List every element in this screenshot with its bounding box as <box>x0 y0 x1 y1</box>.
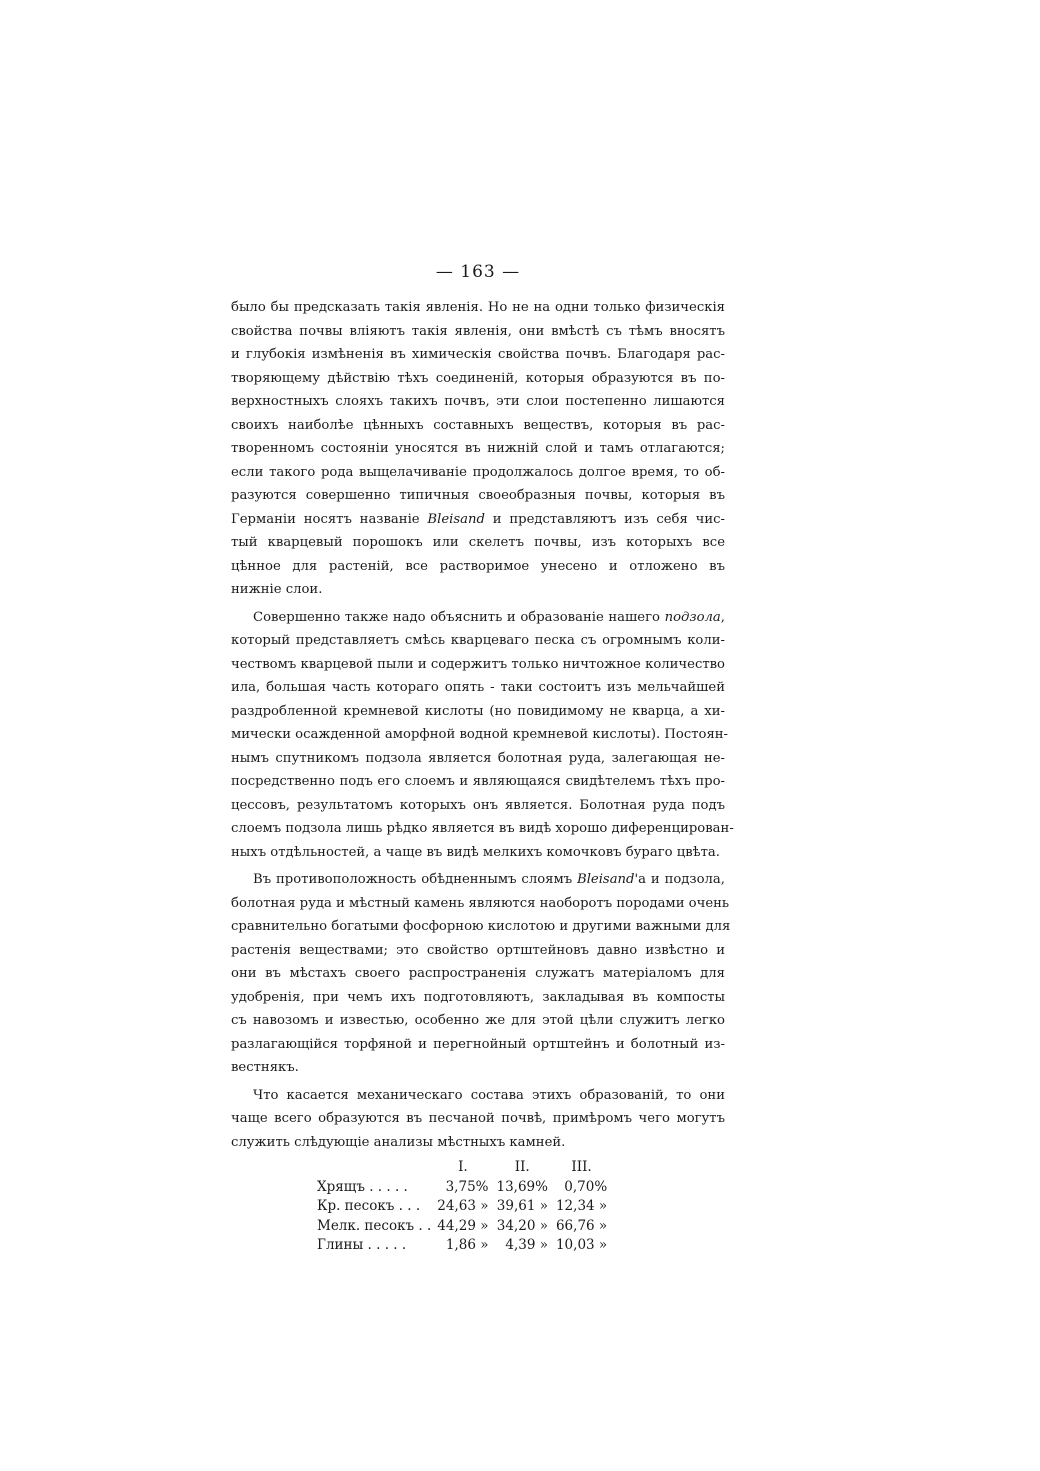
table-cell: 44,29 » <box>437 1217 489 1234</box>
text-line: тый кварцевый порошокъ или скелетъ почвы, изъ которыхъ все <box>231 535 725 550</box>
paragraph-3 <box>231 868 731 1080</box>
text-line: и глубокія измѣненія въ химическія свойства почвъ. Благодаря рас- <box>231 347 725 362</box>
italic-term: Bleisand <box>577 872 635 887</box>
paragraph-1 <box>231 296 725 602</box>
page-number: — 163 — <box>435 262 521 282</box>
page-content <box>231 262 734 1256</box>
text-line: нымъ спутникомъ подзола является болотная руда, залегающая не- <box>231 750 725 766</box>
text-line: съ навозомъ и известью, особенно же для этой цѣли служитъ легко <box>231 1013 725 1028</box>
table-row <box>313 1236 611 1256</box>
italic-term: подзола <box>664 609 721 625</box>
paragraph-4 <box>231 1084 725 1155</box>
italic-term: Bleisand <box>427 511 485 527</box>
text-line: растенія веществами; это свойство ортштейновъ давно извѣстно и <box>231 942 725 958</box>
text-line: было бы предсказать такія явленія. Но не на одни только физическія <box>231 300 725 315</box>
text-line: верхностныхъ слояхъ такихъ почвъ, эти слои постепенно лишаются <box>231 394 725 409</box>
text-line: Что касается механическаго состава этихъ образованій, то они <box>253 1087 725 1103</box>
text-line: разлагающійся торфяной и перегнойный ортштейнъ и болотный из- <box>231 1036 725 1052</box>
text-line: который представляетъ смѣсь кварцеваго песка съ огромнымъ коли- <box>231 633 725 648</box>
text-line: своихъ наиболѣе цѣнныхъ составныхъ веществъ, которыя въ рас- <box>231 417 725 433</box>
row-label: Глины . . . . . <box>317 1237 407 1253</box>
text-line: нижніе слои. <box>231 582 323 597</box>
text-line: Совершенно также надо объяснить и образованіе нашего подзола, <box>253 609 725 625</box>
text-line: раздробленной кремневой кислоты (но повидимому не кварца, а хи- <box>231 703 725 719</box>
column-header: I. <box>458 1159 468 1175</box>
text-line: сравнительно богатыми фосфорною кислотою и другими важными для <box>231 919 731 934</box>
table-cell: 39,61 » <box>496 1198 548 1214</box>
table-cell: 3,75% <box>445 1178 489 1195</box>
text-line: цѣнное для растеній, все растворимое унесено и отложено въ <box>231 558 725 574</box>
text-line: цессовъ, результатомъ которыхъ онъ является. Болотная руда подъ <box>231 797 725 813</box>
text-line: если такого рода выщелачиваніе продолжалось долгое время, то об- <box>231 464 725 480</box>
text-line: свойства почвы вліяютъ такія явленія, они вмѣстѣ съ тѣмъ вносятъ <box>231 323 725 339</box>
text-line: болотная руда и мѣстный камень являются наоборотъ породами очень <box>231 895 730 911</box>
text-line: посредственно подъ его слоемъ и являющаяся свидѣтелемъ тѣхъ про- <box>231 774 725 789</box>
analysis-table <box>313 1158 611 1256</box>
table-row <box>313 1217 611 1237</box>
text-line: чаще всего образуются въ песчаной почвѣ, примѣромъ чего могутъ <box>231 1111 725 1126</box>
table-row <box>313 1178 611 1198</box>
table-header-row <box>313 1158 611 1178</box>
text-line: ныхъ отдѣльностей, а чаще въ видѣ мелкихъ комочковъ бураго цвѣта. <box>231 844 720 860</box>
table-cell: 4,39 » <box>505 1237 548 1253</box>
text-line: Германіи носятъ названіе Bleisand и представляютъ изъ себя чис- <box>231 511 725 527</box>
text-line: слоемъ подзола лишь рѣдко является въ видѣ хорошо диференцирован- <box>231 821 734 836</box>
text-line: они въ мѣстахъ своего распространенія служатъ матеріаломъ для <box>231 966 725 981</box>
column-header: III. <box>571 1159 592 1175</box>
table-cell: 12,34 » <box>555 1198 608 1214</box>
table-cell: 1,86 » <box>445 1237 489 1253</box>
column-header: II. <box>514 1159 530 1175</box>
paragraph-2 <box>231 606 734 865</box>
table-corner <box>313 1158 433 1178</box>
table-cell: 0,70% <box>564 1178 608 1195</box>
row-label: Хрящъ . . . . . <box>317 1178 408 1195</box>
text-line: мически осажденной аморфной водной кремневой кислоты). Постоян- <box>231 727 729 742</box>
table-cell: 10,03 » <box>555 1237 608 1253</box>
text-line: служить слѣдующіе анализы мѣстныхъ камней. <box>231 1134 566 1150</box>
table-row <box>313 1197 611 1217</box>
table-cell: 66,76 » <box>555 1217 608 1234</box>
text-line: удобренія, при чемъ ихъ подготовляютъ, закладывая въ компосты <box>231 989 725 1005</box>
text-line: чествомъ кварцевой пыли и содержитъ только ничтожное количество <box>231 656 725 672</box>
table-cell: 13,69% <box>496 1178 548 1195</box>
row-label: Кр. песокъ . . . <box>317 1198 421 1214</box>
table-cell: 34,20 » <box>496 1217 548 1234</box>
text-line: вестнякъ. <box>231 1060 299 1075</box>
text-line: ила, большая часть котораго опять - таки состоитъ изъ мельчайшей <box>231 680 725 695</box>
row-label: Мелк. песокъ . . <box>317 1217 432 1234</box>
text-line: Въ противоположность обѣдненнымъ слоямъ Bleisand'a и подзола, <box>253 872 725 887</box>
text-line: творяющему дѣйствію тѣхъ соединеній, которыя образуются въ по- <box>231 370 725 386</box>
table-cell: 24,63 » <box>437 1198 489 1214</box>
text-line: разуются совершенно типичныя своеобразныя почвы, которыя въ <box>231 488 725 503</box>
text-line: творенномъ состояніи уносятся въ нижній слой и тамъ отлагаются; <box>231 441 725 456</box>
